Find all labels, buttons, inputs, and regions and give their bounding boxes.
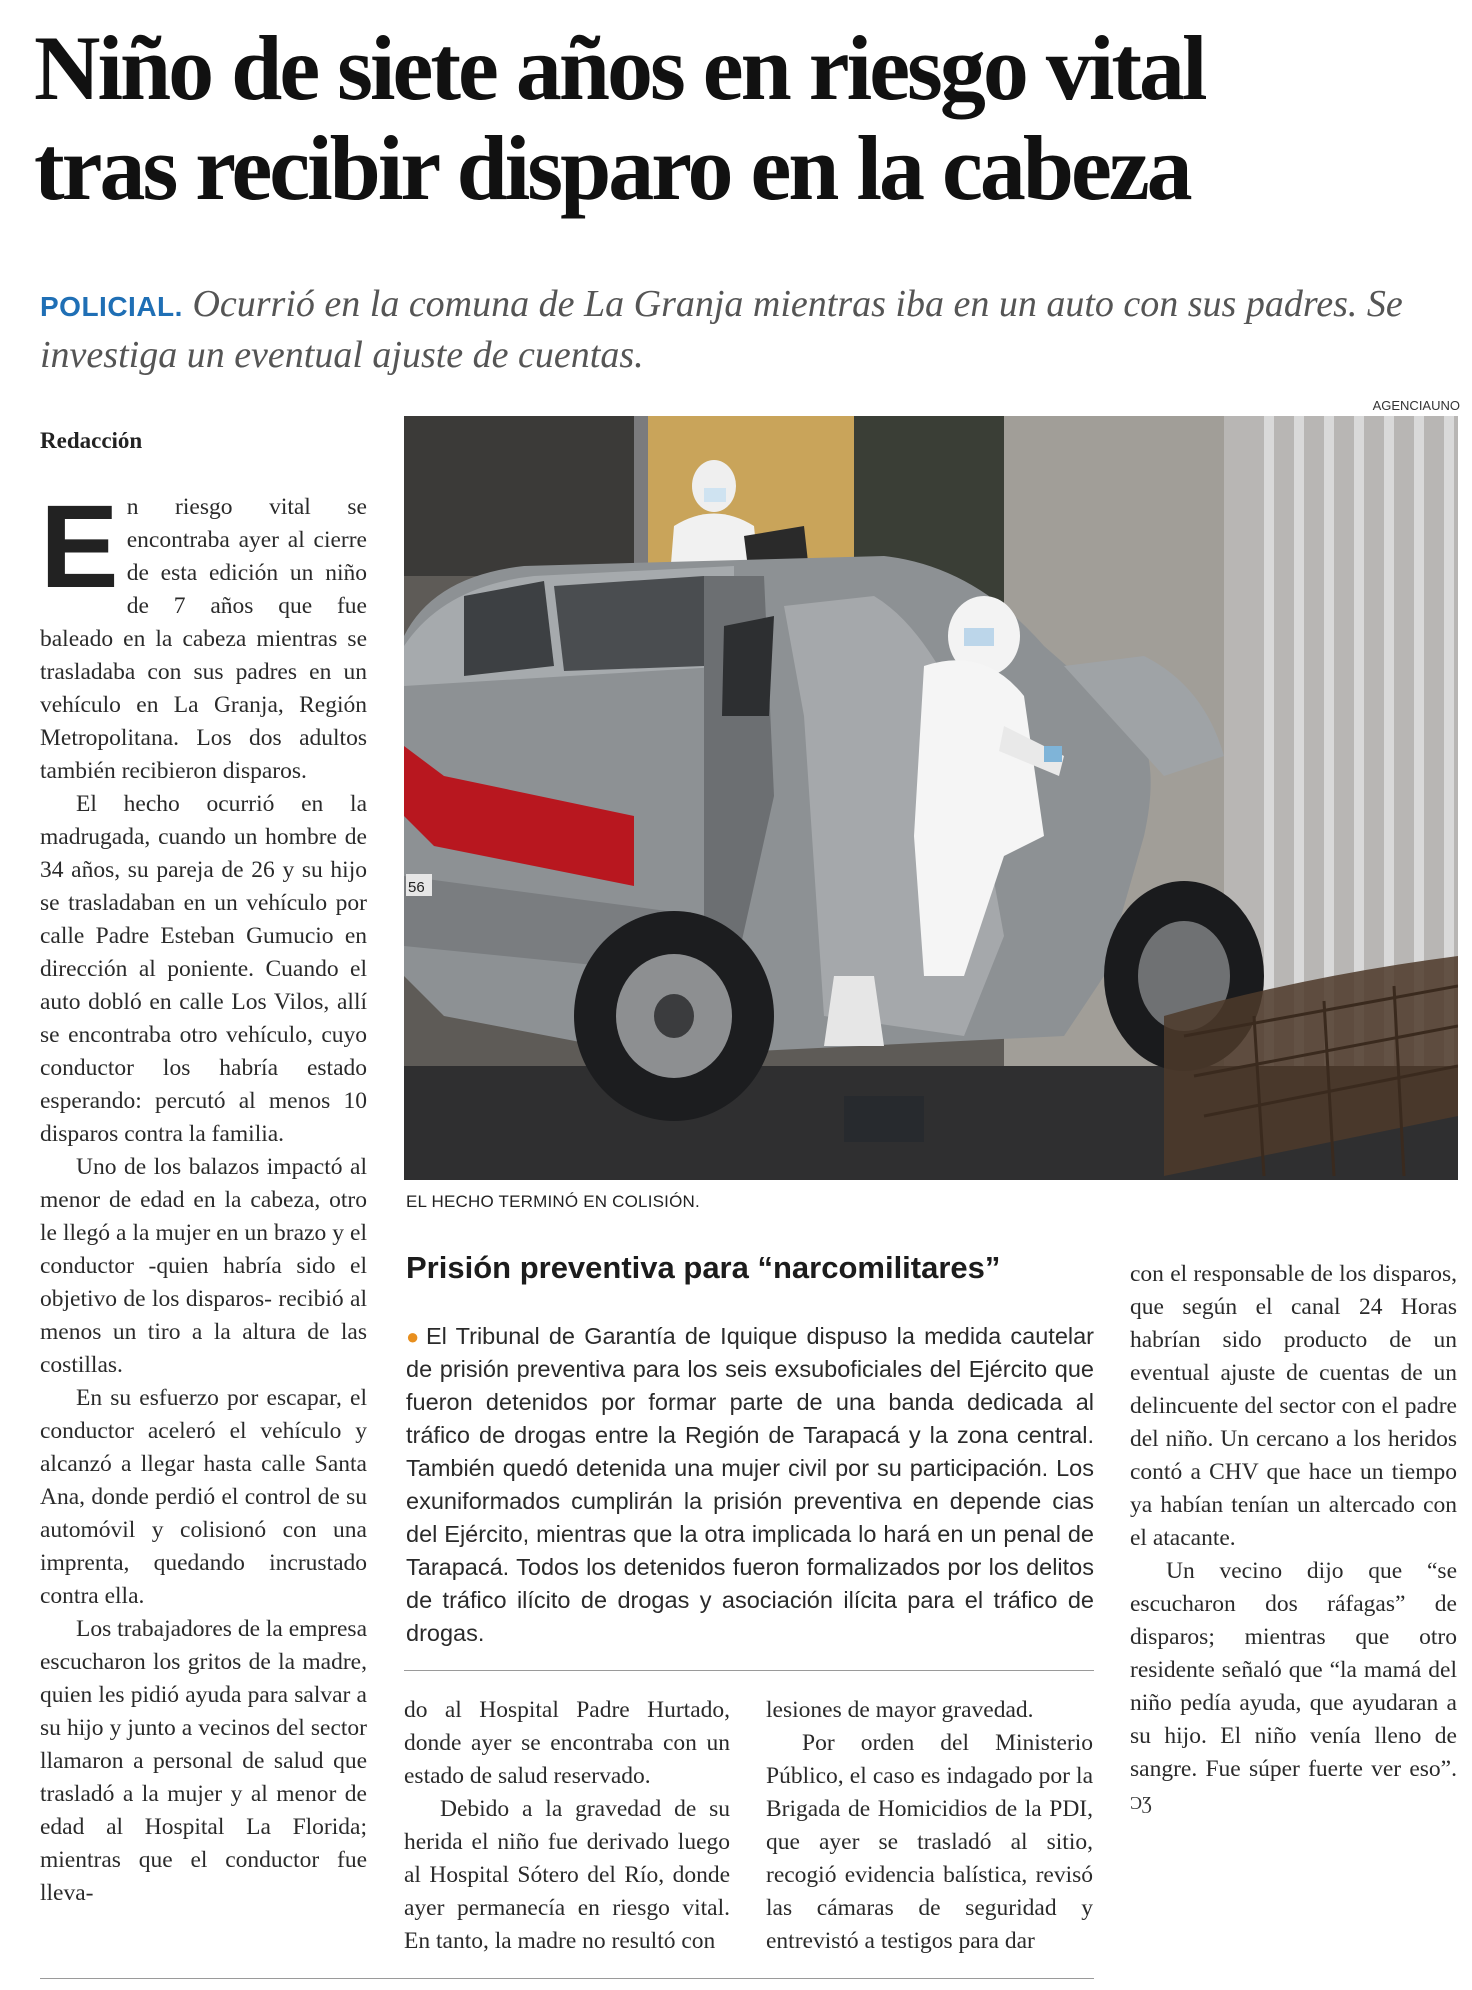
sidebar-box-body: [406, 1320, 1094, 1650]
end-mark-icon: ƆƷ: [1130, 1793, 1152, 1813]
bottom-rule: [40, 1978, 1094, 1979]
paragraph: El hecho ocurrió en la madrugada, cuando un hombre de 34 años, su pareja de 26 y su hijo se trasladaban en un vehículo por calle Padre Esteban Gumucio en dirección al poniente. Cuando el auto dobló en calle Los Vilos, allí se encontraba otro vehículo, cuyo conductor los habría estado esperando: percutó al menos 10 disparos contra la familia.: [40, 791, 367, 1147]
paragraph: Por orden del Ministerio Público, el caso es indagado por la Brigada de Homicidios de la PDI, que ayer se trasladó al sitio, recogió evidencia balística, revisó las cámaras de seguridad y entrevistó a testigos para dar: [766, 1730, 1093, 1954]
photo-caption: EL HECHO TERMINÓ EN COLISIÓN.: [406, 1192, 700, 1211]
photo-credit: AGENCIAUNO: [1372, 398, 1460, 413]
paragraph: do al Hospital Padre Hurtado, donde ayer se encontraba con un estado de salud reservado.: [404, 1697, 730, 1789]
paragraph: En su esfuerzo por escapar, el conductor aceleró el vehículo y alcanzó a llegar hasta calle Santa Ana, donde perdió el control de su automóvil y colisionó con una imprenta, quedando incrustado contra ella.: [40, 1385, 367, 1609]
paragraph: Los trabajadores de la empresa escucharon los gritos de la madre, quien les pidió ayuda para salvar a su hijo y junto a vecinos del sector llamaron a personal de salud que trasladó a la mujer y al menor de edad al Hospital La Florida; mientras que el conductor fue lleva-: [40, 1616, 368, 1906]
paragraph: lesiones de mayor gravedad.: [766, 1697, 1034, 1723]
headline-line-1: Niño de siete años en riesgo vital: [34, 17, 1205, 119]
byline: Redacción: [40, 428, 143, 453]
body-column-4: [1130, 1258, 1457, 1820]
dropcap: E: [40, 481, 119, 613]
crashed-car-photo: [404, 416, 1458, 1180]
body-column-1: [40, 481, 368, 1910]
headline-line-2: tras recibir disparo en la cabeza: [34, 117, 1190, 219]
paragraph-text: n riesgo vital se encontraba ayer al cierre de esta edición un niño de 7 años que fue baleado en la cabeza mientras se trasladaba con sus padres en un vehículo en La Granja, Región Metropolitana. Los dos adultos también recibieron disparos.: [40, 494, 367, 784]
paragraph: Debido a la gravedad de su herida el niño fue derivado luego al Hospital Sótero del Río, donde ayer permanecía en riesgo vital. En tanto, la madre no resultó con: [404, 1796, 730, 1954]
deck: [40, 280, 1440, 379]
headline: [34, 18, 1444, 218]
paragraph: [40, 481, 367, 788]
deck-text: Ocurrió en la comuna de La Granja mientras iba en un auto con sus padres. Se investiga un eventual ajuste de cuentas.: [40, 283, 1403, 376]
body-column-2: [404, 1694, 730, 1958]
body-column-3: [766, 1694, 1093, 1958]
license-plate-text: 56: [408, 879, 425, 896]
box-divider: [404, 1670, 1094, 1671]
section-kicker: POLICIAL.: [40, 291, 183, 322]
paragraph-text: Un vecino dijo que “se escucharon dos ráfagas” de disparos; mientras que otro residente señaló que “la mamá del niño pedía ayuda, que ayudaran a su hijo. El niño venía lleno de sangre. Fue súper fuerte ver eso”.: [1130, 1558, 1457, 1782]
paragraph: con el responsable de los disparos, que según el canal 24 Horas habrían sido producto de un eventual ajuste de cuentas de un delincuente del sector con el padre del niño. Un cercano a los heridos contó a CHV que hace un tiempo ya habían tenían un altercado con el atacante.: [1130, 1261, 1457, 1551]
paragraph: [1130, 1555, 1457, 1820]
bullet-icon: ●: [406, 1324, 422, 1349]
paragraph: Uno de los balazos impactó al menor de edad en la cabeza, otro le llegó a la mujer en un brazo y el conductor -quien habría sido el objetivo de los disparos- recibió al menos un tiro a la altura de las costillas.: [40, 1154, 367, 1378]
sidebar-box-title: Prisión preventiva para “narcomilitares”: [406, 1250, 1001, 1285]
news-photo: [404, 416, 1458, 1180]
sidebar-box-text: El Tribunal de Garantía de Iquique dispuso la medida cautelar de prisión preventiva para los seis exsuboficiales del Ejército que fueron detenidos por formar parte de una banda dedicada al tráfico de drogas entre la Región de Tarapacá y la zona central. También quedó detenida una mujer civil por su participación. Los exuniformados cumplirán la prisión preventiva en depende cias del Ejército, mientras que la otra implicada lo hará en un penal de Tarapacá. Todos los detenidos fueron formalizados por los delitos de tráfico ilícito de drogas y asociación ilícita para el tráfico de drogas.: [406, 1323, 1095, 1646]
